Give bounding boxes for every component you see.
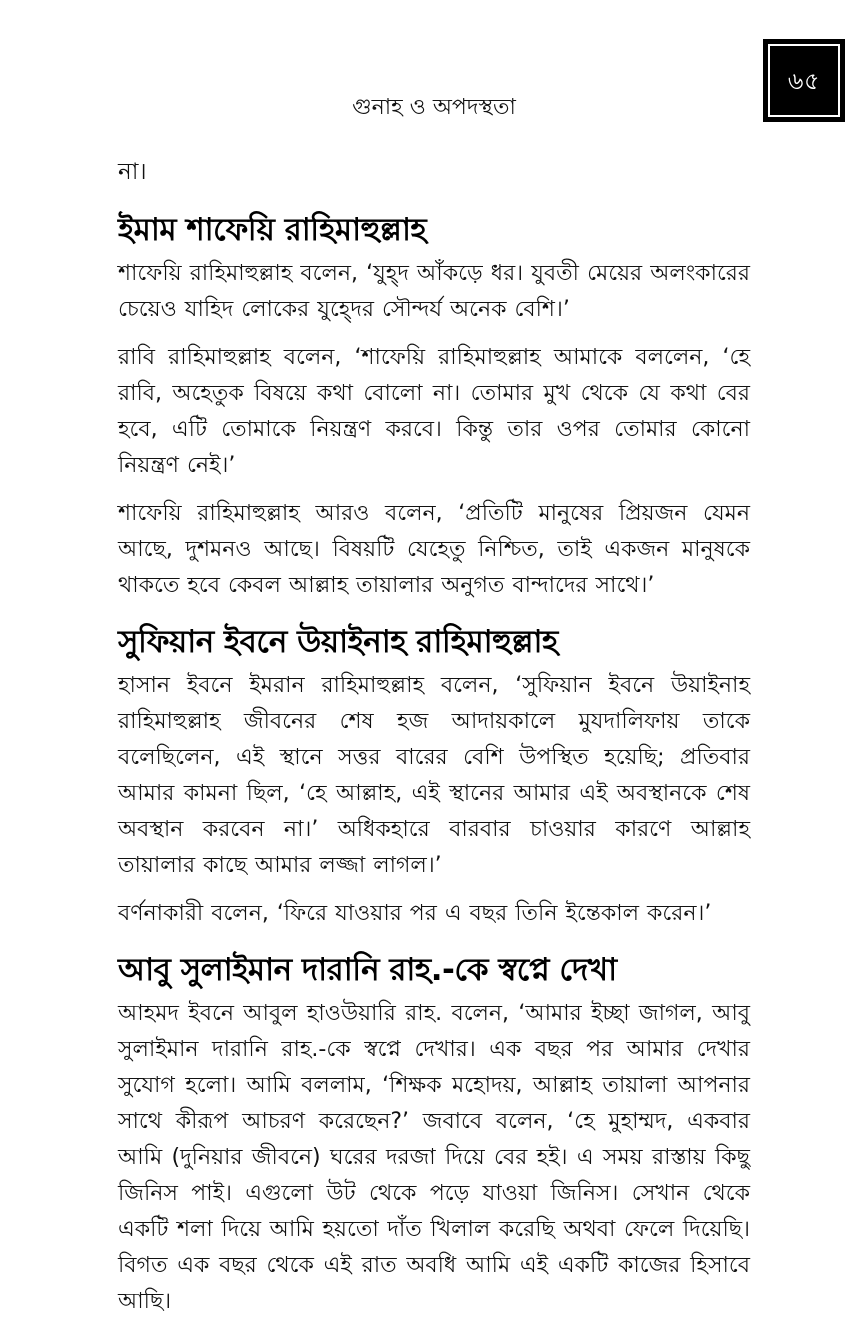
paragraph: হাসান ইবনে ইমরান রাহিমাহুল্লাহ বলেন, ‘সুফিয়ান ইবনে উয়াইনাহ রাহিমাহুল্লাহ জীবনের শেষ হজ আদায়কালে মুযদালিফায় তাকে বলেছিলেন, এই স্থানে সত্তর বারের বেশি উপস্থিত হয়েছি; প্রতিবার আমার কামনা ছিল, ‘হে আল্লাহ, এই স্থানের আমার এই অবস্থানকে শেষ অবস্থান করবেন না।’ অধিকহারে বারবার চাওয়ার কারণে আল্লাহ তায়ালার কাছে আমার লজ্জা লাগল।’ [118, 673, 750, 878]
continued-line: না। [118, 159, 147, 185]
paragraph: রাবি রাহিমাহুল্লাহ বলেন, ‘শাফেয়ি রাহিমাহুল্লাহ আমাকে বললেন, ‘হে রাবি, অহেতুক বিষয়ে কথা বোলো না। তোমার মুখ থেকে যে কথা বের হবে, এটি তোমাকে নিয়ন্ত্রণ করবে। কিন্তু তার ওপর তোমার কোনো নিয়ন্ত্রণ নেই।’ [118, 345, 750, 478]
paragraph: আহমদ ইবনে আবুল হাওউয়ারি রাহ. বলেন, ‘আমার ইচ্ছা জাগল, আবু সুলাইমান দারানি রাহ.-কে স্বপ্নে দেখার। এক বছর পর আমার দেখার সুযোগ হলো। আমি বললাম, ‘শিক্ষক মহোদয়, আল্লাহ তায়ালা আপনার সাথে কীরূপ আচরণ করেছেন?’ জবাবে বলেন, ‘হে মুহাম্মদ, একবার আমি (দুনিয়ার জীবনে) ঘরের দরজা দিয়ে বের হই। এ সময় রাস্তায় কিছু জিনিস পাই। এগুলো উট থেকে পড়ে যাওয়া জিনিস। সেখান থেকে একটি শলা দিয়ে আমি হয়তো দাঁত খিলাল করেছি অথবা ফেলে দিয়েছি। বিগত এক বছর থেকে এই রাত অবধি আমি এই একটি কাজের হিসাবে আছি। [118, 1001, 750, 1314]
page-body [118, 153, 750, 1332]
paragraph: শাফেয়ি রাহিমাহুল্লাহ আরও বলেন, ‘প্রতিটি মানুষের প্রিয়জন যেমন আছে, দুশমনও আছে। বিষয়টি যেহেতু নিশ্চিত, তাই একজন মানুষকে থাকতে হবে কেবল আল্লাহ তায়ালার অনুগত বান্দাদের সাথে।’ [118, 501, 750, 598]
page-number: ৬৫ [787, 66, 821, 95]
paragraph: বর্ণনাকারী বলেন, ‘ফিরে যাওয়ার পর এ বছর তিনি ইন্তেকাল করেন।’ [118, 901, 712, 926]
section-imam-shafei [118, 210, 750, 604]
section-heading: ইমাম শাফেয়ি রাহিমাহুল্লাহ [118, 212, 427, 248]
section-heading: সুফিয়ান ইবনে উয়াইনাহ রাহিমাহুল্লাহ [118, 624, 558, 660]
paragraph: শাফেয়ি রাহিমাহুল্লাহ বলেন, ‘যুহ্দ আঁকড়ে ধর। যুবতী মেয়ের অলংকারের চেয়েও যাহিদ লোকের যুহ্দের সৌন্দর্য অনেক বেশি।’ [118, 261, 750, 322]
section-sufyan-ibn-uyaynah [118, 622, 750, 932]
running-head: গুনাহ ও অপদস্থতা [352, 95, 516, 120]
section-heading: আবু সুলাইমান দারানি রাহ.-কে স্বপ্নে দেখা [118, 952, 617, 988]
section-abu-sulaiman-darani [118, 950, 750, 1320]
